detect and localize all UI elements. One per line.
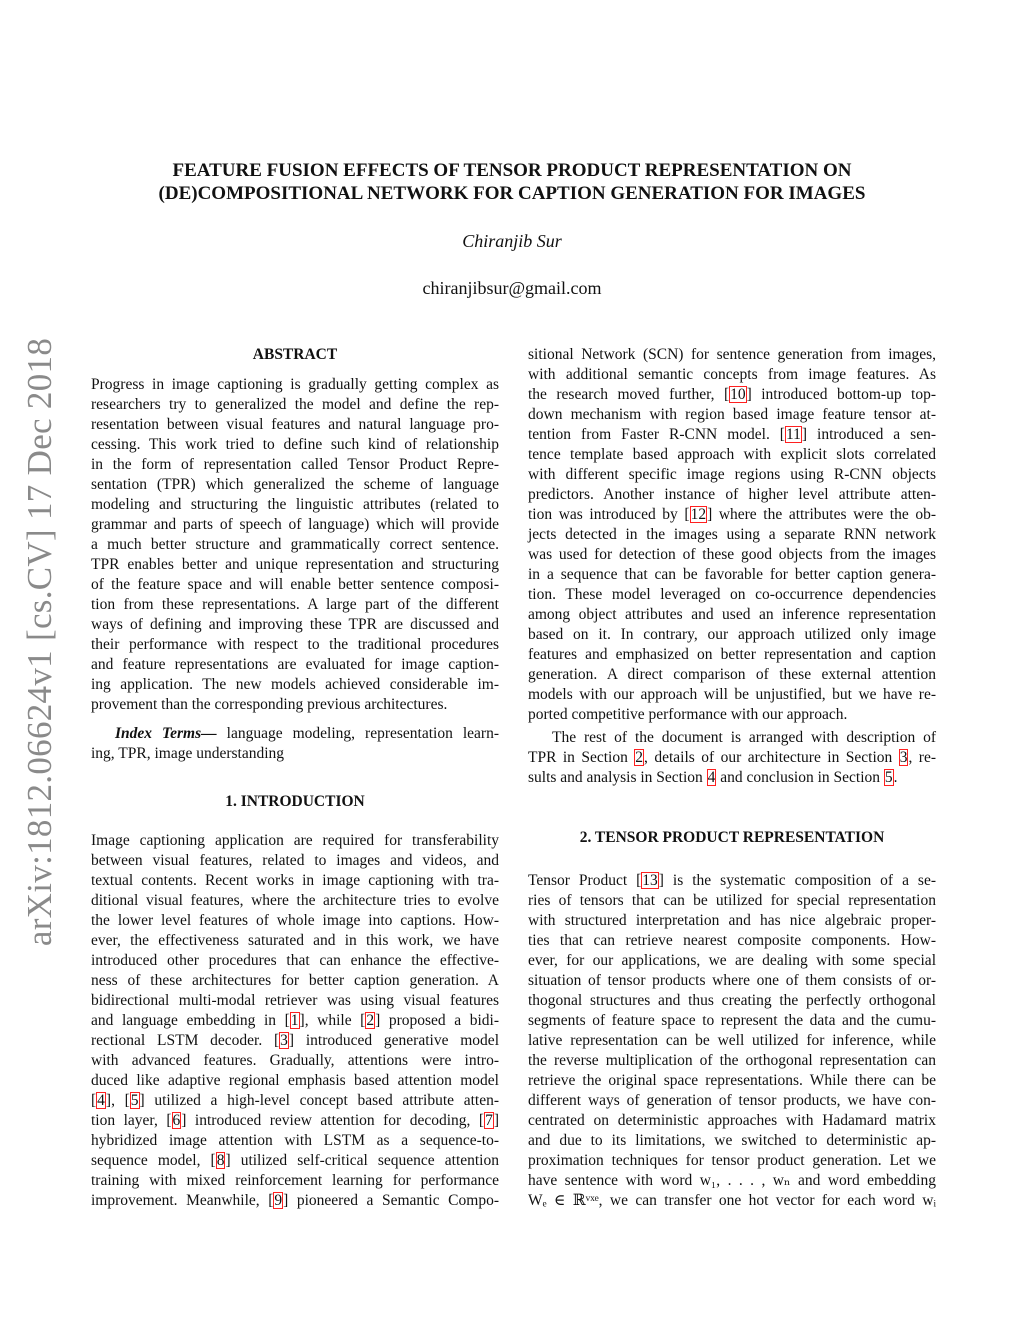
text-line: provement than the corresponding previous architectures. [91, 696, 448, 713]
text-line: down mechanism with region based image feature tensor at- [528, 406, 936, 423]
citation-link[interactable]: 11 [785, 426, 801, 443]
author-name: Chiranjib Sur [462, 231, 562, 251]
index-terms-label: Index Terms— [115, 725, 217, 742]
text-line: segments of feature space to represent the data and the cumu- [528, 1012, 936, 1029]
text-line: jects detected in the images using a separate RNN network [528, 526, 936, 543]
text-line: rectional LSTM decoder. [3] introduced generative model [91, 1032, 499, 1049]
text-line: centrated on deterministic approaches with Hadamard matrix [528, 1112, 936, 1129]
citation-link[interactable]: 7 [485, 1112, 493, 1129]
text-line: in a sequence that can be favorable for better caption genera- [528, 566, 936, 583]
text-line: The rest of the document is arranged with description of [552, 729, 936, 746]
text-line: Wₑ ∈ ℝᵛˣᵉ, we can transfer one hot vector for each word wᵢ [528, 1192, 936, 1209]
text-line: have sentence with word w₁, . . . , wₙ and word embedding [528, 1172, 936, 1189]
author-email: chiranjibsur@gmail.com [422, 278, 602, 298]
citation-link[interactable]: 3 [280, 1032, 288, 1049]
text-line: ever, for our applications, we are dealing with some special [528, 952, 936, 969]
text-line: between visual features, related to images and videos, and [91, 852, 499, 869]
text-line: tion layer, [6] introduced review attention for decoding, [7] [91, 1112, 499, 1129]
text-line: ways of defining and improving these TPR are discussed and [91, 616, 499, 633]
text-line: [4], [5] utilized a high-level concept based attribute atten- [91, 1092, 499, 1109]
introduction-text [91, 831, 499, 1211]
introduction-text-continued [528, 345, 936, 725]
citation-link[interactable]: 4 [97, 1092, 105, 1109]
text-line: tion was introduced by [12] where the attributes were the ob- [528, 506, 936, 523]
text-line: in the form of representation called Tensor Product Repre- [91, 456, 499, 473]
text-line: TPR in Section 2, details of our architecture in Section 3, re- [528, 749, 936, 766]
paper-title-line-2: (DE)COMPOSITIONAL NETWORK FOR CAPTION GENERATION FOR IMAGES [158, 183, 866, 204]
text-line: TPR enables better and unique representation and structuring [91, 556, 499, 573]
text-line: the lower level features of whole image into captions. How- [91, 912, 499, 929]
text-line: among object attributes and used an inference representation [528, 606, 936, 623]
citation-link[interactable]: 12 [690, 506, 707, 523]
text-line: duced like adaptive regional emphasis based attention model [91, 1072, 499, 1089]
text-line: lative representation can be well utilized for inference, while [528, 1032, 936, 1049]
tpr-heading: 2. TENSOR PRODUCT REPRESENTATION [579, 829, 885, 846]
text-line: sitional Network (SCN) for sentence generation from images, [528, 346, 936, 363]
text-line: and feature representations are evaluated for image caption- [91, 656, 499, 673]
citation-link[interactable]: 9 [274, 1192, 283, 1209]
text-line: ness of these architectures for better caption generation. A [91, 972, 499, 989]
citation-link[interactable]: 5 [130, 1092, 139, 1109]
text-line: researchers try to generalized the model and define the rep- [91, 396, 499, 413]
text-line: bidirectional multi-modal retriever was using visual features [91, 992, 499, 1009]
text-line: ries of tensors that can be utilized for special representation [528, 892, 936, 909]
text-line: situation of tensor products where one of them consists of or- [528, 972, 936, 989]
index-terms-line-2: ing, TPR, image understanding [91, 745, 285, 762]
text-line: textual contents. Recent works in image captioning with tra- [91, 872, 499, 889]
text-line: improvement. Meanwhile, [9] pioneered a Semantic Compo- [91, 1192, 499, 1209]
text-line: and language embedding in [1], while [2] proposed a bidi- [91, 1012, 499, 1029]
arxiv-identifier: arXiv:1812.06624v1 [cs.CV] 17 Dec 2018 [20, 337, 59, 947]
document-outline-paragraph [528, 728, 936, 788]
text-line: Image captioning application are required for transferability [91, 832, 499, 849]
text-line: the reverse multiplication of the orthogonal representation can [528, 1052, 936, 1069]
citation-link[interactable]: 8 [216, 1152, 225, 1169]
citation-link[interactable]: 1 [290, 1012, 299, 1029]
text-line: ing application. The new models achieved considerable im- [91, 676, 499, 693]
text-line: hybridized image attention with LSTM as a sequence-to- [91, 1132, 499, 1149]
text-line: models with our approach will be unjustified, but we have re- [528, 686, 936, 703]
citation-link[interactable]: 10 [730, 386, 746, 403]
section-link[interactable]: 2 [635, 749, 644, 766]
text-line: proximation techniques for tensor product generation. Let we [528, 1152, 936, 1169]
index-terms-text: language modeling, representation learn- [216, 725, 499, 742]
citation-link[interactable]: 2 [366, 1012, 375, 1029]
text-line: different ways of generation of tensor products, we have con- [528, 1092, 936, 1109]
index-terms-line-1 [91, 724, 499, 744]
text-line: tion. These model leveraged on co-occurrence dependencies [528, 586, 936, 603]
text-line: ditional visual features, where the architecture tries to evolve [91, 892, 499, 909]
text-line: ties that can retrieve nearest composite components. How- [528, 932, 936, 949]
citation-link[interactable]: 6 [172, 1112, 181, 1129]
text-line: and due to its limitations, we switched to deterministic ap- [528, 1132, 936, 1149]
text-line: was used for detection of these good objects from the images [528, 546, 936, 563]
text-line: grammar and parts of speech of language) which will provide [91, 516, 499, 533]
text-line: tence template based approach with explicit slots correlated [528, 446, 936, 463]
text-line: based on it. In contrary, our approach utilized only image [528, 626, 936, 643]
section-link[interactable]: 4 [707, 769, 716, 786]
text-line: cessing. This work tried to define such kind of relationship [91, 436, 499, 453]
text-line: features and emphasized on better representation and caption [528, 646, 936, 663]
text-line: with structured interpretation and has nice algebraic proper- [528, 912, 936, 929]
text-line: ported competitive performance with our approach. [528, 706, 848, 723]
text-line: tention from Faster R-CNN model. [11] introduced a sen- [528, 426, 936, 443]
text-line: tion from these representations. A large part of the different [91, 596, 499, 613]
text-line: training with mixed reinforcement learning for performance [91, 1172, 499, 1189]
text-line: sentation (TPR) which generalized the scheme of language [91, 476, 499, 493]
text-line: retrieve the original space representations. While there can be [528, 1072, 936, 1089]
text-line: with additional semantic concepts from image features. As [528, 366, 936, 383]
paper-title-line-1: FEATURE FUSION EFFECTS OF TENSOR PRODUCT REPRESENTATION ON [172, 160, 852, 181]
tpr-text [528, 871, 936, 1211]
section-link[interactable]: 3 [899, 749, 908, 766]
section-link[interactable]: 5 [884, 769, 893, 786]
citation-link[interactable]: 13 [642, 872, 658, 889]
text-line: sequence model, [8] utilized self-critical sequence attention [91, 1152, 499, 1169]
abstract-heading: ABSTRACT [252, 346, 338, 363]
text-line: with different specific image regions using R-CNN objects [528, 466, 936, 483]
text-line: thogonal structures and thus creating the perfectly orthogonal [528, 992, 936, 1009]
text-line: introduced other procedures that can enhance the effective- [91, 952, 499, 969]
text-line: the research moved further, [10] introduced bottom-up top- [528, 386, 936, 403]
text-line: ever, the effectiveness saturated and in this work, we have [91, 932, 499, 949]
text-line: a much better structure and grammatically correct sentence. [91, 536, 499, 553]
text-line: resentation between visual features and natural language pro- [91, 416, 499, 433]
abstract-text [91, 375, 499, 715]
text-line: modeling and structuring the linguistic attributes (related to [91, 496, 499, 513]
text-line: predictors. Another instance of higher level attribute atten- [528, 486, 936, 503]
index-terms [91, 724, 499, 764]
text-line: Progress in image captioning is gradually getting complex as [91, 376, 499, 393]
text-line: of the feature space and will enable better sentence composi- [91, 576, 499, 593]
text-line: generation. A direct comparison of these external attention [528, 666, 936, 683]
text-line: with advanced features. Gradually, attentions were intro- [91, 1052, 499, 1069]
introduction-heading: 1. INTRODUCTION [225, 793, 365, 810]
text-line: their performance with respect to the traditional procedures [91, 636, 499, 653]
text-line: sults and analysis in Section 4 and conclusion in Section 5. [528, 769, 898, 786]
text-line: Tensor Product [13] is the systematic composition of a se- [528, 872, 936, 889]
